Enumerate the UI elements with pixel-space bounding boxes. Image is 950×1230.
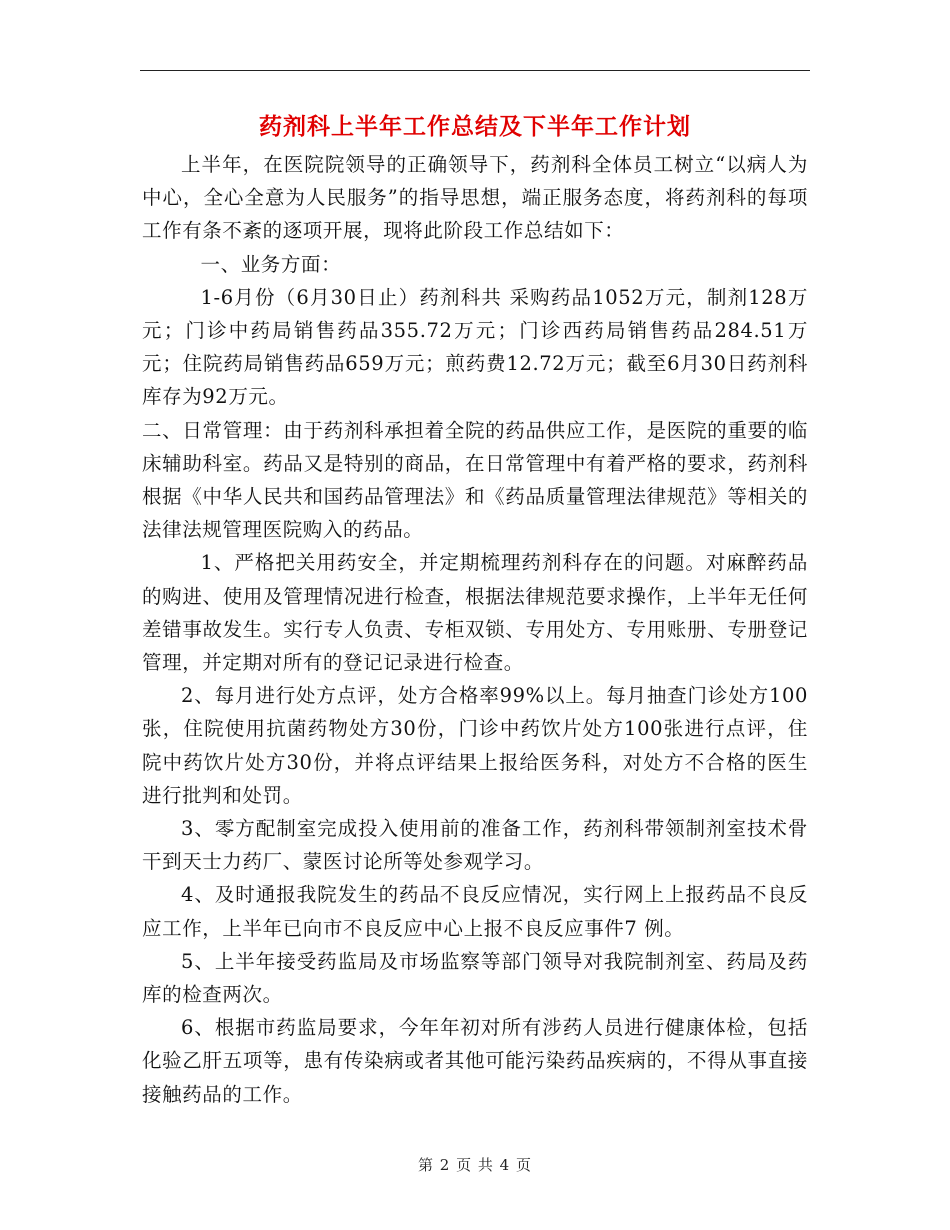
list-item-1: 1、严格把关用药安全，并定期梳理药剂科存在的问题。对麻醉药品的购进、使用及管理情况进行检查，根据法律规范要求操作，上半年无任何差错事故发生。实行专人负责、专柜双锁、专用处方、专用账册、专册登记管理，并定期对所有的登记记录进行检查。 <box>142 551 808 675</box>
list-item-6: 6、根据市药监局要求，今年年初对所有涉药人员进行健康体检，包括化验乙肝五项等，患有传染病或者其他可能污染药品疾病的，不得从事直接接触药品的工作。 <box>142 1016 808 1106</box>
list-item-3: 3、零方配制室完成投入使用前的准备工作，药剂科带领制剂室技术骨干到天士力药厂、蒙医讨论所等处参观学习。 <box>142 817 808 874</box>
list-item-4: 4、及时通报我院发生的药品不良反应情况，实行网上上报药品不良反应工作，上半年已向市不良反应中心上报不良反应事件7 例。 <box>142 883 808 940</box>
daily-management-paragraph: 二、日常管理：由于药剂科承担着全院的药品供应工作，是医院的重要的临床辅助科室。药品又是特别的商品，在日常管理中有着严格的要求，药剂科根据《中华人民共和国药品管理法》和《药品质量管理法律规范》等相关的法律法规管理医院购入的药品。 <box>142 418 808 542</box>
business-figures-paragraph: 1-6月份（6月30日止）药剂科共 采购药品1052万元，制剂128万元；门诊中药局销售药品355.72万元；门诊西药局销售药品284.51万元；住院药局销售药品659万元；煎药费12.72万元；截至6月30日药剂科库存为92万元。 <box>142 285 808 409</box>
list-item-2: 2、每月进行处方点评，处方合格率99%以上。每月抽查门诊处方100张，住院使用抗菌药物处方30份，门诊中药饮片处方100张进行点评，住院中药饮片处方30份，并将点评结果上报给医务科，对处方不合格的医生进行批判和处罚。 <box>142 684 808 807</box>
section-heading-business: 一、业务方面： <box>200 252 342 276</box>
intro-paragraph: 上半年，在医院院领导的正确领导下，药剂科全体员工树立“以病人为中心，全心全意为人民服务”的指导思想，端正服务态度，将药剂科的每项工作有条不紊的逐项开展，现将此阶段工作总结如下： <box>142 153 808 243</box>
header-rule <box>140 70 810 71</box>
page-number: 第 2 页 共 4 页 <box>418 1156 532 1174</box>
document-title: 药剂科上半年工作总结及下半年工作计划 <box>259 113 691 140</box>
list-item-5: 5、上半年接受药监局及市场监察等部门领导对我院制剂室、药局及药库的检查两次。 <box>142 949 808 1007</box>
document-body <box>142 148 808 1111</box>
